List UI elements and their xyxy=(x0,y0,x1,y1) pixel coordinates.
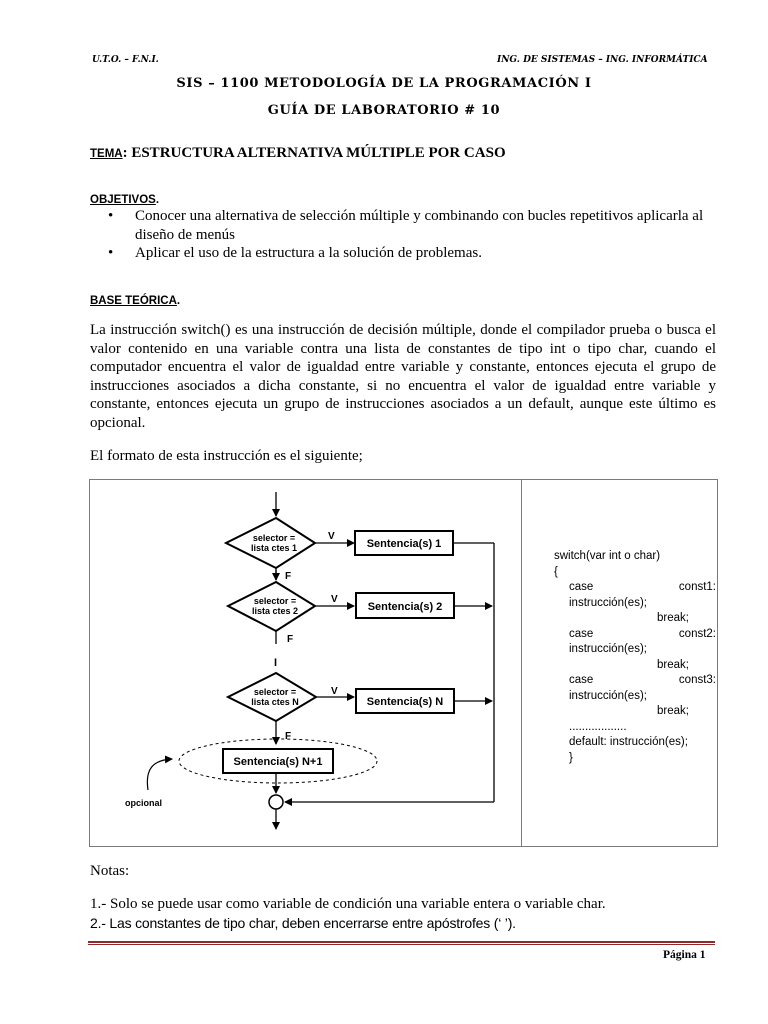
objetivos-label: OBJETIVOS xyxy=(90,194,156,206)
box-2-label: Sentencia(s) 2 xyxy=(367,601,443,613)
code-line: default: instrucción(es); xyxy=(569,736,688,748)
bullet-icon: • xyxy=(108,245,114,261)
code-line: instrucción(es); xyxy=(569,643,647,655)
no-label-1: F xyxy=(285,571,292,582)
code-line: instrucción(es); xyxy=(569,596,647,609)
objetivos-heading: OBJETIVOS. xyxy=(90,194,160,206)
decision-2-line2: lista ctes 2 xyxy=(251,606,299,616)
tema-text: : ESTRUCTURA ALTERNATIVA MÚLTIPLE POR CASO xyxy=(122,145,506,161)
box-n-label: Sentencia(s) N xyxy=(366,696,444,708)
code-line: { xyxy=(554,565,558,578)
base-heading: BASE TEÓRICA. xyxy=(90,295,181,307)
decision-1-line1: selector = xyxy=(252,533,296,543)
nota-2: 2.- Las constantes de tipo char, deben encerrarse entre apóstrofes (‘ ’). xyxy=(90,915,516,931)
opcional-label: opcional xyxy=(125,798,163,808)
code-line: break; xyxy=(657,705,689,717)
tema-label: TEMA xyxy=(90,148,123,160)
decision-n-line1: selector = xyxy=(253,687,297,697)
objetivos-list xyxy=(108,207,718,263)
yes-label-1: V xyxy=(328,531,335,542)
course-title: SIS – 1100 METODOLOGÍA DE LA PROGRAMACIÓN I xyxy=(176,76,592,91)
code-line: } xyxy=(569,751,573,764)
base-label: BASE TEÓRICA xyxy=(90,295,177,307)
merge-circle xyxy=(269,795,283,809)
footer-rule xyxy=(88,941,715,943)
header-left: U.T.O. – F.N.I. xyxy=(92,55,159,65)
flowchart xyxy=(90,480,522,845)
box-default-label: Sentencia(s) N+1 xyxy=(233,756,323,768)
code-line: instrucción(es); xyxy=(569,689,647,702)
code-line: switch(var int o char) xyxy=(554,550,661,562)
yes-label-n: V xyxy=(331,686,338,697)
switch-syntax xyxy=(554,549,716,766)
decision-n-line2: lista ctes N xyxy=(251,697,299,707)
no-label-2: F xyxy=(287,634,294,645)
code-line: break; xyxy=(657,612,689,624)
header-right: ING. DE SISTEMAS – ING. INFORMÁTICA xyxy=(497,55,708,65)
page-number: Página 1 xyxy=(663,949,706,961)
ellipsis-mark: I xyxy=(274,657,278,669)
footer-rule-thin xyxy=(88,944,715,945)
lab-title: GUÍA DE LABORATORIO # 10 xyxy=(267,103,501,118)
formato-text: El formato de esta instrucción es el siguiente; xyxy=(90,448,363,464)
code-line: case const1: xyxy=(569,581,716,593)
box-1-label: Sentencia(s) 1 xyxy=(366,538,442,550)
tema-line xyxy=(90,144,506,162)
bullet-icon: • xyxy=(108,208,114,224)
decision-1-line2: lista ctes 1 xyxy=(250,543,298,553)
base-paragraph: La instrucción switch() es una instrucción de decisión múltiple, donde el compilador prueba o busca el valor contenido en una variable contra una lista de constantes de tipo int o tipo char, cuando el computador encuentra el valor de igualdad entre variable y constante, entonces ejecuta el grupo de instrucciones asociados a dicha constante, si no encuentra el valor de igualdad entre variable y constante, entonces ejecuta un grupo de instrucciones asociados a un default, aunque este último es opcional. xyxy=(90,322,716,431)
nota-1: 1.- Solo se puede usar como variable de condición una variable entera o variable char. xyxy=(90,896,606,912)
list-item: • Aplicar el uso de la estructura a la solución de problemas. xyxy=(108,245,482,261)
list-item: • Conocer una alternativa de selección múltiple y combinando con bucles repetitivos aplicarla al diseño de menús xyxy=(108,208,704,243)
code-line: .................. xyxy=(569,720,627,733)
opcional-pointer xyxy=(147,759,172,790)
no-label-n: F xyxy=(285,731,292,742)
notas-label: Notas: xyxy=(90,863,130,879)
code-line: break; xyxy=(657,658,689,671)
code-line: case const3: xyxy=(569,674,716,686)
code-line: case const2: xyxy=(569,627,716,640)
decision-2-line1: selector = xyxy=(253,596,297,606)
yes-label-2: V xyxy=(331,594,338,605)
